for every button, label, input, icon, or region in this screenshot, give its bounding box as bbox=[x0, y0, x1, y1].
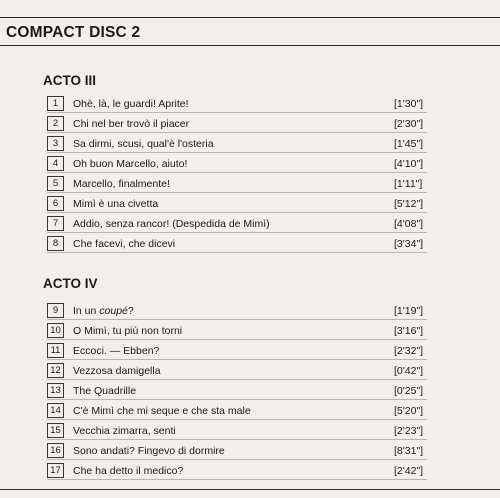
track-row bbox=[47, 155, 427, 173]
track-duration: [5'20"] bbox=[394, 404, 424, 417]
track-number-box: 15 bbox=[47, 423, 64, 438]
track-title: Sa dirmi, scusi, qual'è l'osteria bbox=[73, 137, 214, 150]
track-duration: [3'34"] bbox=[394, 237, 424, 250]
track-number-box: 4 bbox=[47, 156, 64, 171]
track-row bbox=[47, 135, 427, 153]
track-title: C'è Mimì che mi seque e che sta male bbox=[73, 404, 251, 417]
track-title: Marcello, finalmente! bbox=[73, 177, 170, 190]
track-title: Vezzosa damigella bbox=[73, 364, 161, 377]
track-title: The Quadrille bbox=[73, 384, 137, 397]
track-row bbox=[47, 402, 427, 420]
track-number-box: 7 bbox=[47, 216, 64, 231]
track-row bbox=[47, 302, 427, 320]
track-number-box: 10 bbox=[47, 323, 64, 338]
act-heading-4: ACTO IV bbox=[43, 276, 98, 291]
track-duration: [0'42"] bbox=[394, 364, 424, 377]
track-row bbox=[47, 195, 427, 213]
track-number-box: 2 bbox=[47, 116, 64, 131]
track-title: Sono andati? Fingevo di dormire bbox=[73, 444, 225, 457]
track-title: Mimì è una civetta bbox=[73, 197, 159, 210]
track-row bbox=[47, 342, 427, 360]
track-title: Eccoci. — Ebben? bbox=[73, 344, 160, 357]
track-row bbox=[47, 362, 427, 380]
track-duration: [5'12"] bbox=[394, 197, 424, 210]
track-duration: [1'45"] bbox=[394, 137, 424, 150]
track-number-box: 9 bbox=[47, 303, 64, 318]
disc-title-rule bbox=[0, 45, 500, 46]
track-number-box: 1 bbox=[47, 96, 64, 111]
track-row bbox=[47, 422, 427, 440]
track-duration: [4'08"] bbox=[394, 217, 424, 230]
track-title-suffix: ? bbox=[127, 304, 134, 317]
track-duration: [4'10"] bbox=[394, 157, 424, 170]
track-title: Ohè, là, le guardi! Aprite! bbox=[73, 97, 189, 110]
track-title-prefix: In un bbox=[73, 304, 100, 317]
track-title: Che facevi, che dicevi bbox=[73, 237, 176, 250]
track-row bbox=[47, 95, 427, 113]
track-title: Vecchia zimarra, senti bbox=[73, 424, 176, 437]
track-row bbox=[47, 175, 427, 193]
track-row bbox=[47, 442, 427, 460]
track-duration: [2'42"] bbox=[394, 464, 424, 477]
track-number-box: 8 bbox=[47, 236, 64, 251]
track-number-box: 3 bbox=[47, 136, 64, 151]
track-title: Che ha detto il medico? bbox=[73, 464, 184, 477]
act-heading-3: ACTO III bbox=[43, 73, 97, 88]
track-number-box: 17 bbox=[47, 463, 64, 478]
track-number-box: 13 bbox=[47, 383, 64, 398]
track-duration: [3'16"] bbox=[394, 324, 424, 337]
track-title: Chi nel ber trovò il piacer bbox=[73, 117, 190, 130]
track-row bbox=[47, 235, 427, 253]
track-number-box: 5 bbox=[47, 176, 64, 191]
track-duration: [1'11"] bbox=[394, 177, 423, 190]
track-title: Addio, senza rancor! (Despedida de Mimì) bbox=[73, 217, 270, 230]
track-duration: [2'30"] bbox=[394, 117, 424, 130]
disc-title: COMPACT DISC 2 bbox=[6, 24, 141, 41]
track-duration: [2'32"] bbox=[394, 344, 424, 357]
track-duration: [2'23"] bbox=[394, 424, 424, 437]
track-title: O Mimì, tu più non torni bbox=[73, 324, 183, 337]
track-duration: [0'25"] bbox=[394, 384, 424, 397]
track-number-box: 12 bbox=[47, 363, 64, 378]
track-number-box: 6 bbox=[47, 196, 64, 211]
track-title-italic: coupé bbox=[99, 304, 128, 317]
track-row bbox=[47, 322, 427, 340]
track-row bbox=[47, 215, 427, 233]
track-duration: [1'30"] bbox=[394, 97, 424, 110]
track-title bbox=[73, 305, 394, 317]
top-rule bbox=[0, 17, 500, 18]
track-duration: [1'19"] bbox=[394, 304, 424, 317]
track-row bbox=[47, 115, 427, 133]
track-number-box: 16 bbox=[47, 443, 64, 458]
track-title: Oh buon Marcello, aiuto! bbox=[73, 157, 188, 170]
track-duration: [8'31"] bbox=[394, 444, 424, 457]
bottom-rule bbox=[0, 489, 500, 490]
track-row bbox=[47, 382, 427, 400]
track-number-box: 11 bbox=[47, 343, 64, 358]
track-row bbox=[47, 462, 427, 480]
track-number-box: 14 bbox=[47, 403, 64, 418]
